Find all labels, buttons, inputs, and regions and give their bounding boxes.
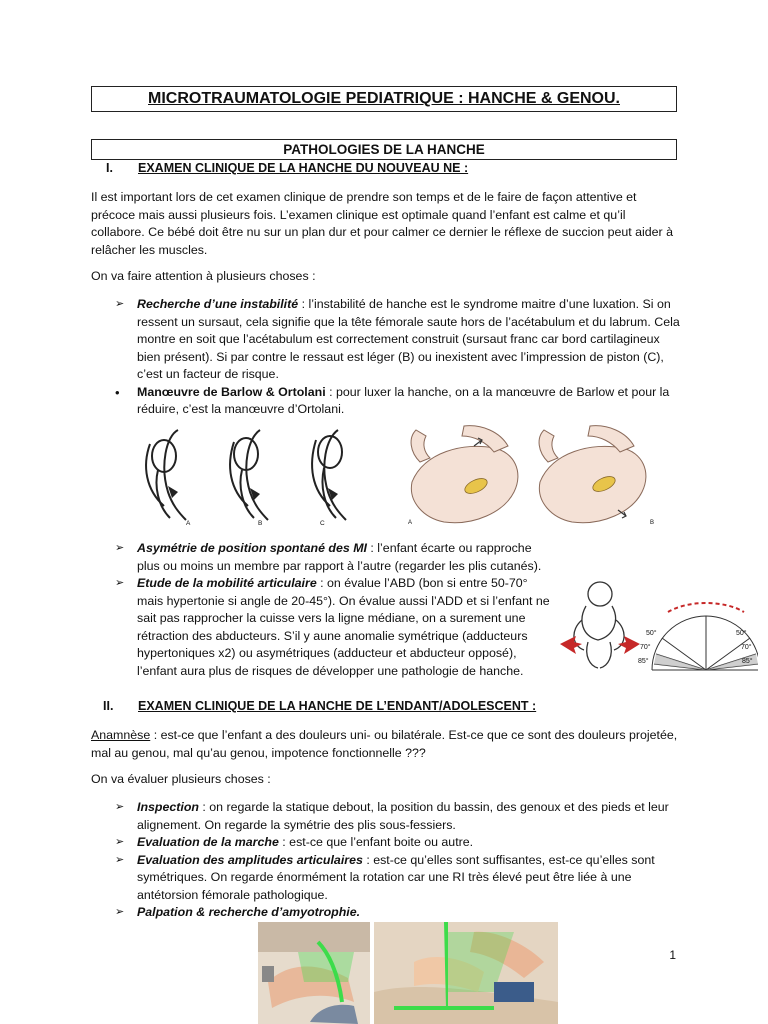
figure-label: B: [258, 520, 263, 527]
list-item-key: Inspection: [137, 800, 199, 814]
list-item: [115, 852, 680, 905]
list-item: [115, 296, 680, 384]
angle-label: 85°: [638, 658, 649, 665]
section-title: PATHOLOGIES DE LA HANCHE: [91, 139, 677, 160]
list-item: [115, 575, 555, 680]
angle-label: 50°: [736, 630, 747, 637]
anamnese-text: : est-ce que l’enfant a des douleurs uni- ou bilatérale. Est-ce que ce sont des douleurs projetée, mal au genou, mal qu’au genou, impotence fonctionnelle ???: [91, 728, 678, 760]
list-asymmetry: [115, 540, 555, 680]
evaluate-paragraph: On va évaluer plusieurs choses :: [91, 772, 271, 786]
heading-1-text: EXAMEN CLINIQUE DE LA HANCHE DU NOUVEAU NE :: [138, 161, 469, 175]
rotation-exam-photo-2: [374, 922, 558, 1024]
list-item: [115, 799, 680, 834]
figure-label: A: [408, 520, 413, 526]
angle-label: 50°: [646, 630, 657, 637]
figure-label: A: [186, 520, 191, 527]
list-item-text: : pour luxer la hanche, on a la manœuvre de Barlow et pour la réduire, c’est la manœuvre d’Ortolani.: [137, 384, 670, 416]
list-item-text: : l’instabilité de hanche est le syndrome maitre d’une luxation. Si on ressent un sursaut, cela signifie que la tête fémorale saute hors de l’acétabulum et du labrum. Cela montre en soit que l’acétabulum est correctement construit (sursaut franc car bord cartilagineux bien présent). Si par contre le ressaut est léger (B) ou inexistent avec l’impression de piston (C), c’est un facteur de risque.: [137, 297, 680, 381]
arrow-bullet-icon: ➢: [115, 801, 125, 813]
barlow-ortolani-figure: [404, 422, 662, 534]
arrow-bullet-icon: ➢: [115, 853, 125, 866]
list-item-key: Asymétrie de position spontané des MI: [137, 541, 367, 555]
list-item: [115, 834, 680, 852]
list-item-text: : on évalue l’ABD (bon si entre 50-70° mais hypertonie si angle de 20-45°). On évalue aussi l’ADD et si l’enfant ne sait pas rapprocher la cuisse vers la ligne médiane, on a surement une rétraction des abducteurs. S’il y aune anomalie symétrique (adducteurs hypertoniques x2) ou asymétriques (adducteur et abducteur opposé), l’enfant aura plus de risques de développer une pathologie de hanche.: [137, 576, 550, 678]
heading-2-number: II.: [103, 699, 114, 713]
list-item-text: : on regarde la statique debout, la position du bassin, des genoux et des pieds et leur alignement. On regarde la symétrie des plis sous-fessiers.: [137, 800, 669, 832]
arrow-bullet-icon: ➢: [115, 298, 125, 310]
list-item-key: Etude de la mobilité articulaire: [137, 576, 317, 590]
angle-label: 85°: [742, 658, 753, 665]
figure-label: B: [650, 520, 655, 526]
page-number: 1: [669, 948, 676, 962]
heading-1: [106, 161, 666, 179]
list-evaluation: [115, 799, 680, 922]
figure-label: C: [320, 520, 325, 527]
heading-2-text: EXAMEN CLINIQUE DE LA HANCHE DE L’ENDANT/ADOLESCENT :: [138, 699, 537, 713]
angle-label: 70°: [640, 644, 651, 651]
abduction-angle-figure: [558, 580, 758, 680]
heading-1-number: I.: [106, 161, 113, 175]
list-item-key: Evaluation de la marche: [137, 835, 279, 849]
list-item-text: : est-ce que l’enfant boite ou autre.: [278, 835, 474, 849]
arrow-bullet-icon: ➢: [115, 577, 125, 589]
intro-paragraph: Il est important lors de cet examen clinique de prendre son temps et de le faire de façon attentive et précoce mais aussi plusieurs fois. L’examen clinique est optimale quand l’enfant est calme et qu’il collabore. Ce bébé doit être nu sur un plan dur et pour calmer ce dernier le réflexe de succion peut aider à relâcher les muscles.: [91, 190, 674, 257]
hip-schematic-figure: [138, 426, 378, 534]
list-item-key: Recherche d’une instabilité: [137, 297, 299, 311]
anamnese-label: Anamnèse: [91, 728, 151, 742]
list-item: [115, 384, 680, 419]
arrow-bullet-icon: ➢: [115, 906, 125, 918]
anamnese-paragraph: [91, 727, 681, 762]
document-title: MICROTRAUMATOLOGIE PEDIATRIQUE : HANCHE & GENOU.: [91, 86, 677, 112]
angle-label: 70°: [741, 644, 752, 651]
rotation-exam-photo-1: [258, 922, 370, 1024]
attention-paragraph: On va faire attention à plusieurs choses :: [91, 269, 316, 283]
list-item-key: Manœuvre de Barlow & Ortolani: [137, 384, 326, 399]
heading-2: [103, 699, 663, 717]
arrow-bullet-icon: ➢: [115, 836, 125, 848]
list-item: [115, 904, 680, 922]
list-item-text: : est-ce qu’elles sont suffisantes, est-ce qu’elles sont symétriques. On regarde énormément la rotation car une RI très élevé peut être liée à une antétorsion fémorale pathologique.: [137, 852, 655, 902]
list-item: [115, 540, 555, 575]
list-item-key: Palpation & recherche d’amyotrophie.: [137, 905, 361, 919]
list-instability: [115, 296, 680, 419]
dot-bullet-icon: •: [115, 384, 120, 400]
list-item-key: Evaluation des amplitudes articulaires: [137, 852, 363, 867]
list-item-text: : l’enfant écarte ou rapproche plus ou moins un membre par rapport à l’autre (regarder les plis cutanés).: [137, 541, 542, 573]
arrow-bullet-icon: ➢: [115, 542, 125, 554]
